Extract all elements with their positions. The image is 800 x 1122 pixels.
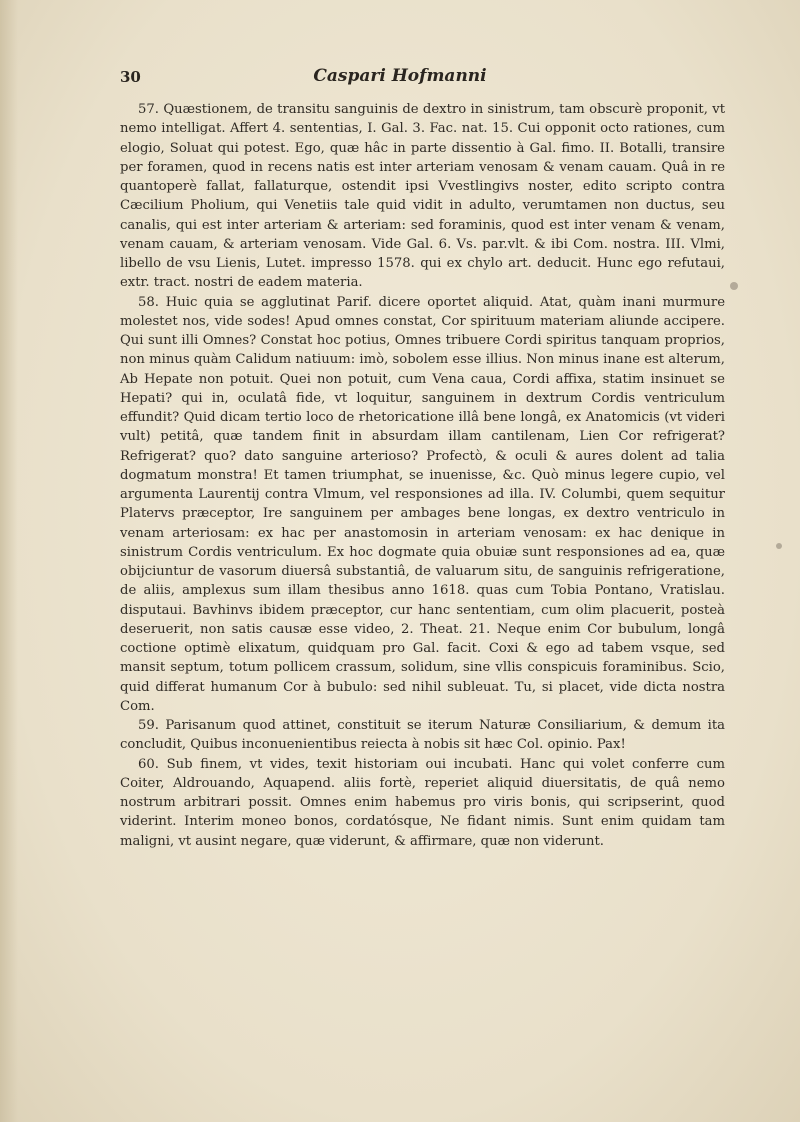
- paragraph-58: [120, 293, 725, 717]
- paragraph-text: Huic quia se agglutinat Parif. dicere oportet aliquid. Atat, quàm inani murmure molestet nos, vide sodes! Apud omnes constat, Cor spirituum materiam aliunde accipere. Qui sunt illi Omnes? Constat hoc potius, Omnes tribuere Cordi spiritus tanquam proprios, non minus quàm Calidum natiuum: imò, sobolem esse illius. Non minus inane est alterum, Ab Hepate non potuit. Quei non potuit, cum Vena caua, Cordi affixa, statim insinuet se Hepati? qui in, oculatâ fide, vt loquitur, sanguinem in dextrum Cordis ventriculum effundit? Quid dicam tertio loco de rhetoricatione illâ bene longâ, ex Anatomicis (vt videri vult) petitâ, quæ tandem finit in absurdam illam cantilenam, Lien Cor refrigerat? Refrigerat? quo? dato sanguine arterioso? Profectò, & oculi & aures dolent ad talia dogmatum monstra! Et tamen triumphat, se inuenisse, &c. Quò minus legere cupio, vel argumenta Laurentij contra Vlmum, vel responsiones ad illa. IV. Columbi, quem sequitur Platervs præceptor, Ire sanguinem per ambages bene longas, ex dextro ventriculo in venam arteriosam: ex hac per anastomosin in arteriam venosam: ex hac denique in sinistrum Cordis ventriculum. Ex hoc dogmate quia obuiæ sunt responsiones ad ea, quæ obijciuntur de vasorum diuersâ substantiâ, de valuarum situ, de sanguinis refrigeratione, de aliis, amplexus sum illam thesibus anno 1618. quas cum Tobia Pontano, Vratislau. disputaui. Bavhinvs ibidem præceptor, cur hanc sententiam, cum olim placuerit, posteà deseruerit, non satis causæ esse video, 2. Theat. 21. Neque enim Cor bubulum, longâ coctione optimè elixatum, quidquam pro Gal. facit. Coxi & ego ad tabem vsque, sed mansit septum, totum pollicem crassum, solidum, sine vllis conspicuis foraminibus. Scio, quid differat humanum Cor à bubulo: sed nihil subleuat. Tu, si placet, vide dicta nostra Com.: [120, 294, 725, 714]
- paragraph-text: Sub finem, vt vides, texit historiam oui incubati. Hanc qui volet conferre cum Coiter, Aldrouando, Aquapend. aliis fortè, reperiet aliquid diuersitatis, de quâ nemo nostrum arbitrari possit. Omnes enim habemus pro viris bonis, qui scripserint, quod viderint. Interim moneo bonos, cordatósque, Ne fidant nimis. Sunt enim quidam tam maligni, vt ausint negare, quæ viderunt, & affirmare, quæ non viderunt.: [120, 756, 725, 849]
- paragraph-57: [120, 100, 725, 293]
- paragraph-number: 57.: [138, 102, 159, 117]
- paragraph-text: Parisanum quod attinet, constituit se iterum Naturæ Consiliarium, & demum ita concludit, Quibus inconuenientibus reiecta à nobis sit hæc Col. opinio. Pax!: [120, 718, 725, 753]
- ink-spot: [776, 543, 782, 549]
- body-text: [120, 70, 725, 1080]
- page-gutter-shadow: [0, 0, 18, 1122]
- paragraph-59: [120, 716, 725, 755]
- ink-spot: [730, 282, 738, 290]
- paragraph-text: Quæstionem, de transitu sanguinis de dextro in sinistrum, tam obscurè proponit, vt nemo intelligat. Affert 4. sententias, I. Gal. 3. Fac. nat. 15. Cui opponit octo rationes, cum elogio, Soluat qui potest. Ego, quæ hâc in parte dissentio à Gal. fimo. II. Botalli, transire per foramen, quod in recens natis est inter arteriam venosam & venam cauam. Quâ in re quantoperè fallat, fallaturque, ostendit ipsi Vvestlingivs noster, edito scripto contra Cæcilium Pholium, qui Venetiis tale quid vidit in adulto, verumtamen non ductus, seu canalis, qui est inter arteriam & arteriam: sed foraminis, quod est inter venam & venam, venam cauam, & arteriam venosam. Vide Gal. 6. Vs. par.vlt. & ibi Com. nostra. III. Vlmi, libello de vsu Lienis, Lutet. impresso 1578. qui ex chylo art. deducit. Hunc ego refutaui, extr. tract. nostri de eadem materia.: [120, 102, 725, 291]
- paragraph-number: 59.: [138, 718, 159, 733]
- paragraph-60: [120, 755, 725, 851]
- running-title: Caspari Hofmanni: [313, 66, 487, 86]
- paragraph-number: 60.: [138, 756, 159, 772]
- paragraph-number: 58.: [138, 294, 159, 310]
- page-number: 30: [120, 68, 141, 86]
